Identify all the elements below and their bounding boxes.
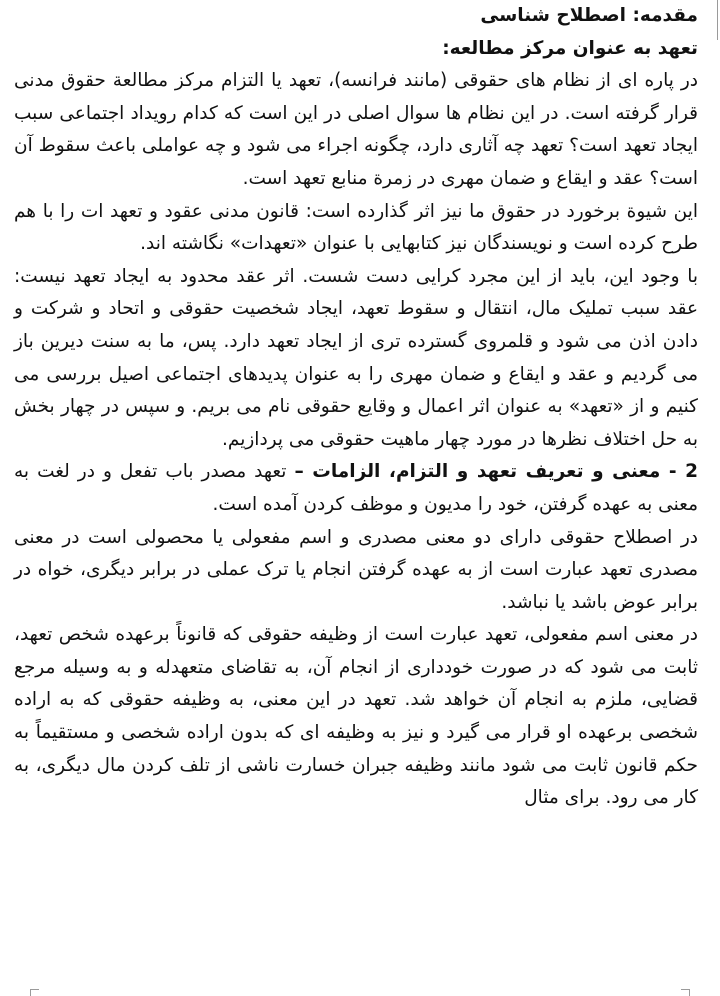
page-corner-mark xyxy=(681,989,690,996)
paragraph-text: تعهد مصدر باب تفعل و در لغت به معنی به عهده گرفتن، خود را مدیون و موظف کردن آمده است. xyxy=(14,461,698,515)
numbered-heading: 2 - معنی و تعریف تعهد و التزام، الزامات – xyxy=(294,461,698,483)
page-corner-mark xyxy=(717,0,718,40)
document-body xyxy=(14,0,698,815)
paragraph xyxy=(14,456,698,521)
paragraph: در معنی اسم مفعولی، تعهد عبارت است از وظیفه حقوقی که قانوناً برعهده شخص تعهد، ثابت می شود که در صورت خودداری از انجام آن، به تقاضای متعهدله و به وسیله مرجع قضایی، ملزم به انجام آن خواهد شد. تعهد در این معنی، به وظیفه حقوقی که به اراده شخصی برعهده او قرار می گیرد و نیز به وظیفه ای که بدون اراده شخصی و مستقیماً به حکم قانون ثابت می شود مانند وظیفه جبران خسارت ناشی از تلف کردن مال دیگری، به کار می رود. برای مثال xyxy=(14,624,698,809)
section-title: مقدمه: اصطلاح شناسی xyxy=(480,5,698,26)
paragraph: در پاره ای از نظام های حقوقی (مانند فرانسه)، تعهد یا التزام مرکز مطالعة حقوق مدنی قرار گرفته است. در این نظام ها سوال اصلی در این است که کدام رویداد اجتماعی سبب ایجاد تعهد است؟ تعهد چه آثاری دارد، چگونه اجراء می شود و چه عواملی باعث سقوط آن است؟ عقد و ایقاع و ضمان مهری در زمرة منابع تعهد است. xyxy=(14,70,698,189)
paragraph: این شیوة برخورد در حقوق ما نیز اثر گذارده است: قانون مدنی عقود و تعهد ات را با هم طرح کرده است و نویسندگان نیز کتابهایی با عنوان «تعهدات» نگاشته اند. xyxy=(14,200,698,255)
subsection-title: تعهد به عنوان مرکز مطالعه: xyxy=(442,37,698,59)
paragraph: در اصطلاح حقوقی دارای دو معنی مصدری و اسم مفعولی یا محصولی است در معنی مصدری تعهد عبارت است از به عهده گرفتن انجام یا ترک عملی در برابر دیگری، خواه در برابر عوض باشد یا نباشد. xyxy=(14,526,698,613)
page-corner-mark xyxy=(30,989,39,996)
paragraph: با وجود این، باید از این مجرد کرایی دست شست. اثر عقد محدود به ایجاد تعهد نیست: عقد سبب تملیک مال، انتقال و سقوط تعهد، ایجاد شخصیت حقوقی و اتحاد و شرکت و دادن اذن می شود و قلمروی گسترده تری از ایجاد تعهد دارد. پس، ما به سنت دیرین باز می گردیم و عقد و ایقاع و ضمان مهری را به عنوان پدیدهای اجتماعی اصیل بررسی می کنیم و از «تعهد» به عنوان اثر اعمال و وقایع حقوقی نام می بریم. و سپس در چهار بخش به حل اختلاف نظرها در مورد چهار ماهیت حقوقی می پردازیم. xyxy=(14,265,698,450)
